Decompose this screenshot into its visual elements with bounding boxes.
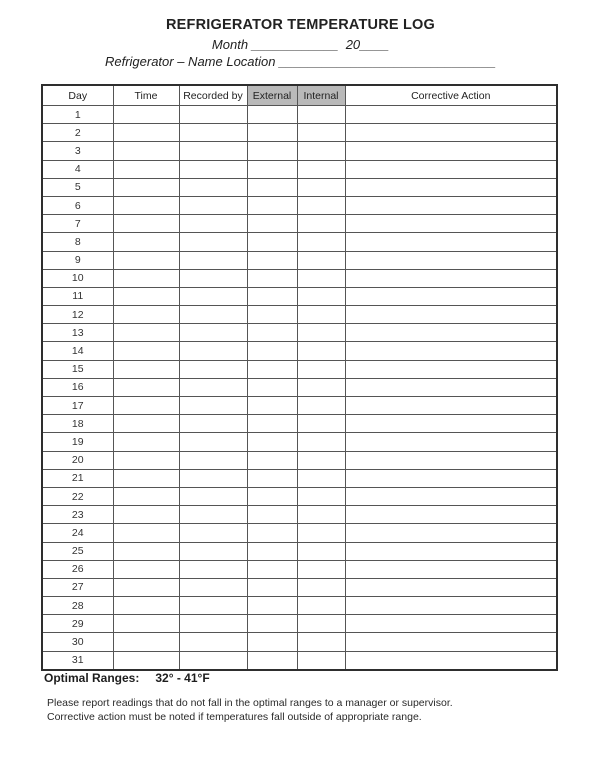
table-row bbox=[42, 524, 557, 542]
external-temp-cell bbox=[247, 233, 297, 251]
corrective-action-cell bbox=[345, 160, 557, 178]
external-temp-cell bbox=[247, 578, 297, 596]
external-temp-cell bbox=[247, 542, 297, 560]
corrective-action-cell bbox=[345, 560, 557, 578]
table-row bbox=[42, 251, 557, 269]
day-cell: 2 bbox=[42, 124, 113, 142]
recorded-by-cell bbox=[179, 251, 247, 269]
corrective-action-cell bbox=[345, 633, 557, 651]
table-row bbox=[42, 215, 557, 233]
day-cell: 17 bbox=[42, 397, 113, 415]
day-cell: 4 bbox=[42, 160, 113, 178]
internal-temp-cell bbox=[297, 196, 345, 214]
external-temp-cell bbox=[247, 306, 297, 324]
time-cell bbox=[113, 542, 179, 560]
external-temp-cell bbox=[247, 160, 297, 178]
internal-temp-cell bbox=[297, 633, 345, 651]
table-row bbox=[42, 124, 557, 142]
external-temp-cell bbox=[247, 506, 297, 524]
time-cell bbox=[113, 324, 179, 342]
external-temp-cell bbox=[247, 524, 297, 542]
day-cell: 15 bbox=[42, 360, 113, 378]
internal-temp-cell bbox=[297, 651, 345, 670]
external-temp-cell bbox=[247, 142, 297, 160]
time-cell bbox=[113, 287, 179, 305]
time-cell bbox=[113, 233, 179, 251]
corrective-action-cell bbox=[345, 269, 557, 287]
time-cell bbox=[113, 560, 179, 578]
day-cell: 1 bbox=[42, 106, 113, 124]
table-body bbox=[42, 106, 557, 670]
time-cell bbox=[113, 106, 179, 124]
recorded-by-cell bbox=[179, 469, 247, 487]
table-row bbox=[42, 106, 557, 124]
external-temp-cell bbox=[247, 196, 297, 214]
internal-temp-cell bbox=[297, 160, 345, 178]
recorded-by-cell bbox=[179, 287, 247, 305]
external-temp-cell bbox=[247, 433, 297, 451]
corrective-action-cell bbox=[345, 251, 557, 269]
column-header-external: External bbox=[247, 85, 297, 106]
table-row bbox=[42, 633, 557, 651]
day-cell: 9 bbox=[42, 251, 113, 269]
internal-temp-cell bbox=[297, 597, 345, 615]
day-cell: 19 bbox=[42, 433, 113, 451]
external-temp-cell bbox=[247, 178, 297, 196]
corrective-action-cell bbox=[345, 233, 557, 251]
recorded-by-cell bbox=[179, 597, 247, 615]
table-row bbox=[42, 542, 557, 560]
external-temp-cell bbox=[247, 451, 297, 469]
time-cell bbox=[113, 451, 179, 469]
corrective-action-cell bbox=[345, 524, 557, 542]
month-blank-line: ____________ bbox=[251, 37, 339, 52]
refrigerator-name-blank-line: ______________________________ bbox=[279, 54, 497, 69]
external-temp-cell bbox=[247, 269, 297, 287]
time-cell bbox=[113, 378, 179, 396]
day-cell: 26 bbox=[42, 560, 113, 578]
internal-temp-cell bbox=[297, 306, 345, 324]
recorded-by-cell bbox=[179, 560, 247, 578]
time-cell bbox=[113, 578, 179, 596]
internal-temp-cell bbox=[297, 142, 345, 160]
recorded-by-cell bbox=[179, 342, 247, 360]
external-temp-cell bbox=[247, 342, 297, 360]
table-row bbox=[42, 487, 557, 505]
table-row bbox=[42, 560, 557, 578]
internal-temp-cell bbox=[297, 378, 345, 396]
internal-temp-cell bbox=[297, 578, 345, 596]
corrective-action-cell bbox=[345, 506, 557, 524]
recorded-by-cell bbox=[179, 578, 247, 596]
internal-temp-cell bbox=[297, 615, 345, 633]
table-row bbox=[42, 196, 557, 214]
refrigerator-name-line bbox=[0, 54, 601, 69]
time-cell bbox=[113, 142, 179, 160]
corrective-action-cell bbox=[345, 542, 557, 560]
recorded-by-cell bbox=[179, 451, 247, 469]
corrective-action-cell bbox=[345, 487, 557, 505]
internal-temp-cell bbox=[297, 251, 345, 269]
month-line bbox=[0, 37, 601, 52]
day-cell: 8 bbox=[42, 233, 113, 251]
table-header-row bbox=[42, 85, 557, 106]
recorded-by-cell bbox=[179, 269, 247, 287]
internal-temp-cell bbox=[297, 215, 345, 233]
recorded-by-cell bbox=[179, 524, 247, 542]
internal-temp-cell bbox=[297, 178, 345, 196]
year-prefix: 20 bbox=[345, 37, 361, 52]
day-cell: 5 bbox=[42, 178, 113, 196]
table-row bbox=[42, 451, 557, 469]
note-line: Corrective action must be noted if temperatures fall outside of appropriate range. bbox=[47, 710, 422, 723]
table-row bbox=[42, 578, 557, 596]
recorded-by-cell bbox=[179, 196, 247, 214]
day-cell: 21 bbox=[42, 469, 113, 487]
internal-temp-cell bbox=[297, 287, 345, 305]
corrective-action-cell bbox=[345, 196, 557, 214]
internal-temp-cell bbox=[297, 360, 345, 378]
external-temp-cell bbox=[247, 251, 297, 269]
external-temp-cell bbox=[247, 487, 297, 505]
recorded-by-cell bbox=[179, 106, 247, 124]
corrective-action-cell bbox=[345, 415, 557, 433]
recorded-by-cell bbox=[179, 178, 247, 196]
recorded-by-cell bbox=[179, 160, 247, 178]
optimal-ranges-label: Optimal Ranges: bbox=[44, 671, 140, 685]
table-row bbox=[42, 342, 557, 360]
table-header-row bbox=[42, 85, 557, 106]
corrective-action-cell bbox=[345, 597, 557, 615]
internal-temp-cell bbox=[297, 560, 345, 578]
day-cell: 3 bbox=[42, 142, 113, 160]
corrective-action-cell bbox=[345, 215, 557, 233]
recorded-by-cell bbox=[179, 306, 247, 324]
time-cell bbox=[113, 306, 179, 324]
corrective-action-cell bbox=[345, 306, 557, 324]
time-cell bbox=[113, 506, 179, 524]
day-cell: 29 bbox=[42, 615, 113, 633]
day-cell: 16 bbox=[42, 378, 113, 396]
table-row bbox=[42, 506, 557, 524]
recorded-by-cell bbox=[179, 124, 247, 142]
corrective-action-cell bbox=[345, 142, 557, 160]
table-row bbox=[42, 415, 557, 433]
column-header-day: Day bbox=[42, 85, 113, 106]
corrective-action-cell bbox=[345, 178, 557, 196]
column-header-recorded-by: Recorded by bbox=[179, 85, 247, 106]
day-cell: 6 bbox=[42, 196, 113, 214]
day-cell: 30 bbox=[42, 633, 113, 651]
footer-notes bbox=[47, 697, 453, 724]
internal-temp-cell bbox=[297, 397, 345, 415]
time-cell bbox=[113, 160, 179, 178]
day-cell: 7 bbox=[42, 215, 113, 233]
table-row bbox=[42, 469, 557, 487]
corrective-action-cell bbox=[345, 615, 557, 633]
day-cell: 18 bbox=[42, 415, 113, 433]
external-temp-cell bbox=[247, 615, 297, 633]
internal-temp-cell bbox=[297, 469, 345, 487]
internal-temp-cell bbox=[297, 506, 345, 524]
time-cell bbox=[113, 633, 179, 651]
time-cell bbox=[113, 469, 179, 487]
table-row bbox=[42, 160, 557, 178]
temperature-log-table bbox=[41, 84, 558, 671]
external-temp-cell bbox=[247, 397, 297, 415]
corrective-action-cell bbox=[345, 451, 557, 469]
time-cell bbox=[113, 178, 179, 196]
external-temp-cell bbox=[247, 651, 297, 670]
corrective-action-cell bbox=[345, 433, 557, 451]
time-cell bbox=[113, 397, 179, 415]
internal-temp-cell bbox=[297, 451, 345, 469]
recorded-by-cell bbox=[179, 433, 247, 451]
month-label: Month bbox=[211, 37, 249, 52]
column-header-corrective-action: Corrective Action bbox=[345, 85, 557, 106]
table-row bbox=[42, 597, 557, 615]
table-row bbox=[42, 142, 557, 160]
day-cell: 23 bbox=[42, 506, 113, 524]
recorded-by-cell bbox=[179, 360, 247, 378]
corrective-action-cell bbox=[345, 342, 557, 360]
corrective-action-cell bbox=[345, 651, 557, 670]
external-temp-cell bbox=[247, 469, 297, 487]
time-cell bbox=[113, 215, 179, 233]
day-cell: 11 bbox=[42, 287, 113, 305]
day-cell: 12 bbox=[42, 306, 113, 324]
recorded-by-cell bbox=[179, 324, 247, 342]
day-cell: 25 bbox=[42, 542, 113, 560]
corrective-action-cell bbox=[345, 124, 557, 142]
internal-temp-cell bbox=[297, 324, 345, 342]
time-cell bbox=[113, 651, 179, 670]
internal-temp-cell bbox=[297, 342, 345, 360]
recorded-by-cell bbox=[179, 633, 247, 651]
recorded-by-cell bbox=[179, 506, 247, 524]
external-temp-cell bbox=[247, 633, 297, 651]
recorded-by-cell bbox=[179, 397, 247, 415]
time-cell bbox=[113, 597, 179, 615]
time-cell bbox=[113, 269, 179, 287]
table-row bbox=[42, 397, 557, 415]
time-cell bbox=[113, 433, 179, 451]
external-temp-cell bbox=[247, 324, 297, 342]
external-temp-cell bbox=[247, 597, 297, 615]
table-row bbox=[42, 233, 557, 251]
day-cell: 10 bbox=[42, 269, 113, 287]
recorded-by-cell bbox=[179, 415, 247, 433]
table-row bbox=[42, 433, 557, 451]
recorded-by-cell bbox=[179, 651, 247, 670]
optimal-ranges-value: 32° - 41°F bbox=[155, 671, 210, 685]
time-cell bbox=[113, 124, 179, 142]
day-cell: 22 bbox=[42, 487, 113, 505]
time-cell bbox=[113, 342, 179, 360]
day-cell: 20 bbox=[42, 451, 113, 469]
table-row bbox=[42, 615, 557, 633]
day-cell: 27 bbox=[42, 578, 113, 596]
corrective-action-cell bbox=[345, 378, 557, 396]
recorded-by-cell bbox=[179, 542, 247, 560]
day-cell: 13 bbox=[42, 324, 113, 342]
recorded-by-cell bbox=[179, 142, 247, 160]
time-cell bbox=[113, 524, 179, 542]
table-row bbox=[42, 178, 557, 196]
corrective-action-cell bbox=[345, 469, 557, 487]
optimal-ranges-line bbox=[44, 671, 210, 685]
day-cell: 14 bbox=[42, 342, 113, 360]
external-temp-cell bbox=[247, 215, 297, 233]
corrective-action-cell bbox=[345, 360, 557, 378]
time-cell bbox=[113, 615, 179, 633]
table-row bbox=[42, 378, 557, 396]
external-temp-cell bbox=[247, 287, 297, 305]
internal-temp-cell bbox=[297, 433, 345, 451]
column-header-time: Time bbox=[113, 85, 179, 106]
time-cell bbox=[113, 415, 179, 433]
year-blank-line: ____ bbox=[360, 37, 390, 52]
corrective-action-cell bbox=[345, 287, 557, 305]
recorded-by-cell bbox=[179, 233, 247, 251]
note-line: Please report readings that do not fall in the optimal ranges to a manager or supervisor. bbox=[47, 697, 453, 709]
time-cell bbox=[113, 360, 179, 378]
internal-temp-cell bbox=[297, 487, 345, 505]
page-title: REFRIGERATOR TEMPERATURE LOG bbox=[165, 17, 436, 33]
internal-temp-cell bbox=[297, 415, 345, 433]
day-cell: 31 bbox=[42, 651, 113, 670]
corrective-action-cell bbox=[345, 106, 557, 124]
external-temp-cell bbox=[247, 124, 297, 142]
recorded-by-cell bbox=[179, 378, 247, 396]
recorded-by-cell bbox=[179, 215, 247, 233]
internal-temp-cell bbox=[297, 524, 345, 542]
recorded-by-cell bbox=[179, 487, 247, 505]
internal-temp-cell bbox=[297, 124, 345, 142]
time-cell bbox=[113, 196, 179, 214]
external-temp-cell bbox=[247, 106, 297, 124]
recorded-by-cell bbox=[179, 615, 247, 633]
internal-temp-cell bbox=[297, 233, 345, 251]
external-temp-cell bbox=[247, 378, 297, 396]
table-row bbox=[42, 651, 557, 670]
corrective-action-cell bbox=[345, 578, 557, 596]
external-temp-cell bbox=[247, 360, 297, 378]
time-cell bbox=[113, 251, 179, 269]
column-header-internal: Internal bbox=[297, 85, 345, 106]
table-row bbox=[42, 324, 557, 342]
external-temp-cell bbox=[247, 415, 297, 433]
day-cell: 24 bbox=[42, 524, 113, 542]
table-row bbox=[42, 287, 557, 305]
internal-temp-cell bbox=[297, 269, 345, 287]
table-row bbox=[42, 360, 557, 378]
table-row bbox=[42, 269, 557, 287]
time-cell bbox=[113, 487, 179, 505]
table-row bbox=[42, 306, 557, 324]
external-temp-cell bbox=[247, 560, 297, 578]
internal-temp-cell bbox=[297, 106, 345, 124]
corrective-action-cell bbox=[345, 397, 557, 415]
day-cell: 28 bbox=[42, 597, 113, 615]
corrective-action-cell bbox=[345, 324, 557, 342]
internal-temp-cell bbox=[297, 542, 345, 560]
refrigerator-name-label: Refrigerator – Name Location bbox=[104, 54, 276, 69]
